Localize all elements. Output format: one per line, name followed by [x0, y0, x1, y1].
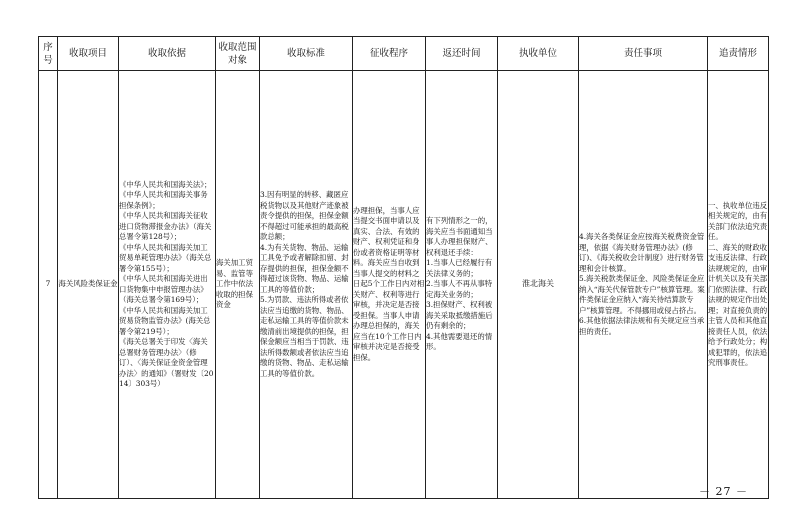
cell-seq: 7	[39, 71, 58, 499]
basis-line: 《中华人民共和国海关加工贸易单耗管理办法》（海关总署令第155号）；	[119, 242, 212, 273]
refund-line: 1.当事人已经履行有关法律义务的；	[426, 258, 493, 278]
header-duty: 责任事项	[579, 37, 708, 71]
duty-line: 5.海关税款类保证金、风险类保证金应纳入“海关代保管款专户”核算管理。案件类保证金应纳入“海关待结算款专户”核算管理。不得挪用或侵占挤占。	[579, 274, 705, 315]
cell-duty	[579, 71, 708, 499]
accountability-line: 二、海关的财政收支违反法律、行政法规规定的，由审计机关以及有关部门依照法律、行政法规的规定作出处理；对直接负责的主管人员和其他直接责任人员，依法给予行政处分；构成犯罪的，依法追究刑事责任。	[708, 242, 768, 367]
refund-line: 4.其他需要退还的情形。	[426, 331, 493, 352]
refund-line: 2.当事人不再从事特定海关业务的；	[426, 279, 493, 299]
basis-line: 《中华人民共和国海关进出口货物集中申报管理办法》（海关总署令第169号）；	[119, 274, 208, 304]
basis-line: 《中华人民共和国海关征收进口货物滞报金办法》（海关总署令第128号）；	[119, 211, 212, 241]
basis-line: 《中华人民共和国海关事务担保条例》；	[119, 190, 208, 210]
cell-unit: 淮北海关	[498, 71, 579, 499]
refund-line: 3.担保财产、权利被海关采取抵缴措施后仍有剩余的；	[426, 300, 493, 331]
header-accountability: 追责情形	[708, 37, 769, 71]
page-number: － 27 －	[699, 485, 748, 498]
standard-line: 3.因有明显的转移、藏匿应税货物以及其他财产迹象被责令提供的担保，担保金额不得超过可能承担的最高税款总额；	[260, 190, 349, 241]
cell-basis	[119, 71, 216, 499]
cell-standard	[260, 71, 353, 499]
cell-item: 海关风险类保证金	[58, 71, 119, 499]
header-basis: 收取依据	[119, 37, 216, 71]
cell-procedure: 办理担保，当事人应当提交书面申请以及真实、合法、有效的财产、权利凭证和身份或者资格证明等材料。海关应当自收到当事人提交的材料之日起5个工作日内对相关财产、权利等进行审核，并决定是否接受担保。当事人申请办理总担保的，海关应当在10个工作日内审核并决定是否接受担保。	[353, 71, 426, 499]
cell-scope: 海关加工贸易、监管等工作中依法收取的担保资金	[216, 71, 260, 499]
table-header-row	[39, 37, 769, 71]
basis-line: 《中华人民共和国海关法》；	[119, 179, 212, 189]
header-refund: 返还时间	[426, 37, 498, 71]
standard-line: 4.为有关货物、物品、运输工具免予或者解除扣留、封存提供的担保，担保金额不得超过该货物、物品、运输工具的等值价款；	[260, 242, 349, 294]
header-seq: 序号	[39, 37, 58, 71]
standard-line: 5.为罚款、违法所得或者依法应当追缴的货物、物品、走私运输工具的等值价款未缴清前出境提供的担保，担保金额应当相当于罚款、违法所得数额或者依法应当追缴的货物、物品、走私运输工具的等值价款。	[260, 295, 349, 378]
header-unit: 执收单位	[498, 37, 579, 71]
cell-accountability	[708, 71, 769, 499]
basis-line: 《海关总署关于印发〈海关总署财务管理办法〉（修订）、〈海关保证金资金管理办法〉的通知》（署财发〔2014〕303号）	[119, 337, 214, 388]
accountability-line: 一、执收单位违反相关规定的，由有关部门依法追究责任。	[708, 200, 768, 241]
header-item: 收取项目	[58, 37, 119, 71]
table-row	[39, 71, 769, 499]
duty-line: 4.海关各类保证金应按海关税费资金管理，依据《海关财务管理办法》(修订)、《海关税收会计制度》进行财务管理和会计核算。	[579, 232, 705, 273]
basis-line: 《中华人民共和国海关加工贸易货物监管办法》(海关总署令第219号）；	[119, 305, 211, 336]
refund-line: 有下列情形之一的，海关应当书面通知当事人办理担保财产、权利退还手续：	[426, 216, 493, 257]
cell-refund	[426, 71, 498, 499]
header-standard: 收取标准	[260, 37, 353, 71]
header-scope: 收取范围对象	[216, 37, 260, 71]
duty-line: 6.其他依据法律法规和有关规定应当承担的责任。	[579, 316, 705, 336]
header-procedure: 征收程序	[353, 37, 426, 71]
fee-table	[38, 36, 769, 499]
